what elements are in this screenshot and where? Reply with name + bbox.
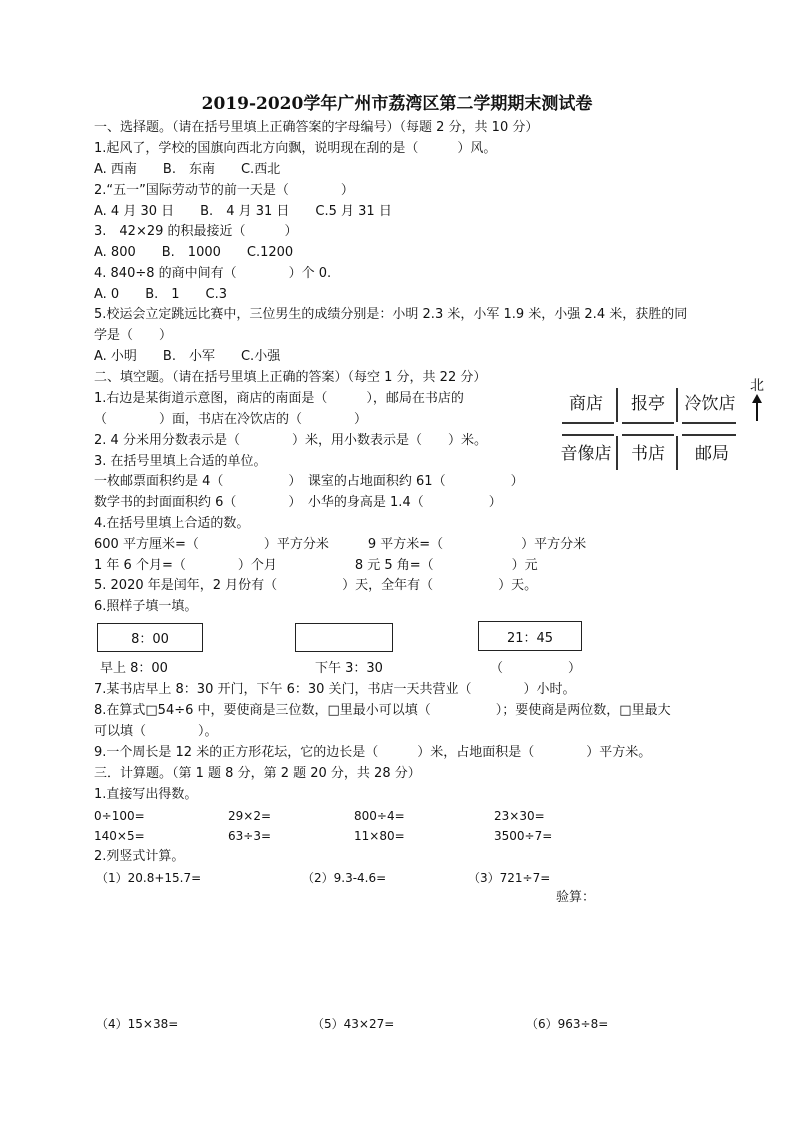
clock-box-2 — [295, 623, 393, 652]
map-shop: 商店 — [569, 394, 603, 414]
q2-7-text: 7.某书店早上 8：30 开门，下午 6：30 关门，书店一天共营业（ ）小时。 — [94, 682, 576, 697]
clock-box-1: 8：00 — [97, 623, 203, 652]
check-label: 验算： — [556, 890, 596, 905]
map-newsstand: 报亭 — [631, 394, 665, 414]
q1-3-options: A. 800 B. 1000 C.1200 — [94, 245, 294, 260]
q2-3-line2: 数学书的封面面积约 6（ ） 小华的身高是 1.4（ ） — [94, 495, 502, 510]
calc-item: 29×2= — [228, 809, 272, 823]
calc-item: 3500÷7= — [494, 829, 553, 843]
q2-8-text-line1: 8.在算式□54÷6 中，要使商是三位数，□里最小可以填（ ）；要使商是两位数，□里最大 — [94, 703, 671, 718]
clock-box-3: 21：45 — [478, 621, 582, 651]
road-line — [616, 436, 618, 470]
road-line — [682, 422, 736, 424]
q2-4-text: 4.在括号里填上合适的数。 — [94, 516, 250, 531]
clock-caption-3: （ ） — [490, 661, 582, 676]
vertical-calc-item: （3）721÷7= — [468, 871, 551, 885]
calc-item: 63÷3= — [228, 829, 272, 843]
q1-5-options: A. 小明 B. 小军 C.小强 — [94, 349, 281, 364]
q2-8-text-line2: 可以填（ ）。 — [94, 724, 218, 739]
q2-3-text: 3. 在括号里填上合适的单位。 — [94, 454, 267, 469]
road-line — [562, 434, 614, 436]
road-line — [562, 422, 614, 424]
map-coldshop: 冷饮店 — [684, 394, 736, 414]
q2-3-line1: 一枚邮票面积约是 4（ ） 课室的占地面积约 61（ ） — [94, 474, 524, 489]
road-line — [616, 388, 618, 422]
q2-1-text-line1: 1.右边是某街道示意图，商店的南面是（ ），邮局在书店的 — [94, 391, 464, 406]
vertical-calc-item: （5）43×27= — [312, 1017, 395, 1031]
north-arrow-icon — [750, 394, 764, 422]
q2-2-text: 2. 4 分米用分数表示是（ ）米，用小数表示是（ ）米。 — [94, 433, 487, 448]
road-line — [676, 388, 678, 422]
vertical-calc-item: （4）15×38= — [96, 1017, 179, 1031]
q2-1-text-line2: （ ）面，书店在冷饮店的（ ） — [94, 412, 368, 427]
clock-caption-2: 下午 3：30 — [315, 661, 383, 676]
q1-1-text: 1.起风了，学校的国旗向西北方向飘，说明现在刮的是（ ）风。 — [94, 141, 497, 156]
q1-2-options: A. 4 月 30 日 B. 4 月 31 日 C.5 月 31 日 — [94, 204, 392, 219]
q2-6-text: 6.照样子填一填。 — [94, 599, 198, 614]
calc-item: 0÷100= — [94, 809, 145, 823]
calc-item: 800÷4= — [354, 809, 405, 823]
calc-item: 11×80= — [354, 829, 405, 843]
map-postoffice: 邮局 — [695, 444, 729, 464]
q1-4-options: A. 0 B. 1 C.3 — [94, 287, 228, 302]
q1-5-text-line2: 学是（ ） — [94, 328, 173, 343]
q1-4-text: 4. 840÷8 的商中间有（ ）个 0. — [94, 266, 332, 281]
road-line — [676, 436, 678, 470]
q3-1-text: 1.直接写出得数。 — [94, 787, 198, 802]
q1-1-options: A. 西南 B. 东南 C.西北 — [94, 162, 281, 177]
vertical-calc-item: （6）963÷8= — [526, 1017, 609, 1031]
calc-item: 140×5= — [94, 829, 145, 843]
q3-2-text: 2.列竖式计算。 — [94, 849, 185, 864]
clock-caption-1: 早上 8：00 — [100, 661, 168, 676]
page-title: 2019-2020学年广州市荔湾区第二学期期末测试卷 — [201, 94, 593, 114]
road-line — [622, 422, 674, 424]
road-line — [682, 434, 736, 436]
q1-2-text: 2.“五一”国际劳动节的前一天是（ ） — [94, 183, 354, 198]
q1-5-text-line1: 5.校运会立定跳远比赛中，三位男生的成绩分别是：小明 2.3 米，小军 1.9 米，小强 2.4 米，获胜的同 — [94, 307, 688, 322]
north-label: 北 — [750, 378, 764, 394]
vertical-calc-item: （2）9.3-4.6= — [302, 871, 387, 885]
map-bookshop: 书店 — [631, 444, 665, 464]
section3-heading: 三．计算题。（第 1 题 8 分，第 2 题 20 分，共 28 分） — [94, 766, 421, 781]
q2-4-line1: 600 平方厘米=（ ）平方分米 9 平方米=（ ）平方分米 — [94, 537, 587, 552]
q2-4-line2: 1 年 6 个月=（ ）个月 8 元 5 角=（ ）元 — [94, 558, 538, 573]
map-audioshop: 音像店 — [560, 444, 612, 464]
road-line — [622, 434, 674, 436]
section2-heading: 二、填空题。（请在括号里填上正确的答案）（每空 1 分，共 22 分） — [94, 370, 487, 385]
q2-5-text: 5. 2020 年是闰年，2 月份有（ ）天，全年有（ ）天。 — [94, 578, 538, 593]
section1-heading: 一、选择题。（请在括号里填上正确答案的字母编号）（每题 2 分，共 10 分） — [94, 120, 539, 135]
q2-9-text: 9.一个周长是 12 米的正方形花坛，它的边长是（ ）米，占地面积是（ ）平方米。 — [94, 745, 652, 760]
calc-item: 23×30= — [494, 809, 545, 823]
q1-3-text: 3. 42×29 的积最接近（ ） — [94, 224, 298, 239]
vertical-calc-item: （1）20.8+15.7= — [96, 871, 202, 885]
